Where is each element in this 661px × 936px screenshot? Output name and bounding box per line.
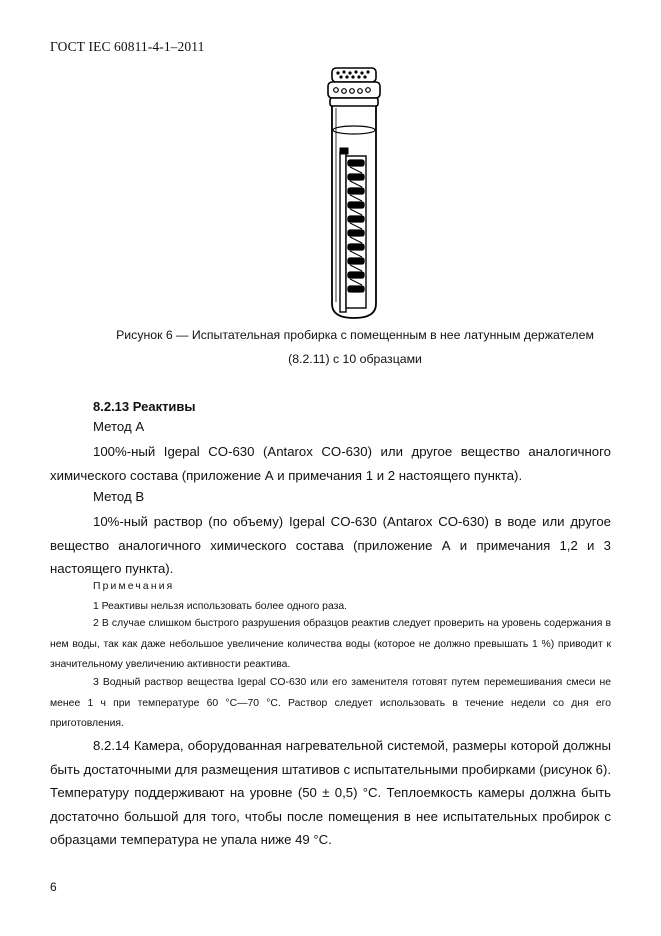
stopper-top [332, 68, 376, 82]
document-header: ГОСТ IEC 60811-4-1–2011 [50, 39, 205, 54]
note-2: 2 В случае слишком быстрого разрушения образцов реактив следует проверить на уровень содержания в нем воды, так как даже небольшое увеличение количества воды (которое не должно превышать 1 %) приводит к значительному увеличению активности реактива. [50, 618, 611, 670]
notes-title: Примечания [93, 581, 175, 592]
note-1: 1 Реактивы нельзя использовать более одного раза. [93, 601, 348, 612]
figure-caption-line2: (8.2.11) с 10 образцами [288, 352, 422, 366]
figure-caption-line1: Рисунок 6 — Испытательная пробирка с помещенным в нее латунным держателем [116, 328, 594, 342]
method-b-text: 10%-ный раствор (по объему) Igepal CO-630 (Antarox CO-630) в воде или другое вещество аналогичного химического состава (приложение А и примечания 1,2 и 3 настоящего пункта). [50, 514, 611, 576]
method-b-title: Метод В [93, 489, 145, 504]
method-a-title: Метод А [93, 419, 145, 434]
section-heading: 8.2.13 Реактивы [93, 399, 196, 414]
section-8-2-14-text: 8.2.14 Камера, оборудованная нагревательной системой, размеры которой должны быть достаточными для размещения штативов с испытательными пробирками (рисунок 6). Температуру поддерживают на уровне (50 ± 0,5) °С. Теплоемкость камеры должна быть достаточно большой для того, чтобы после помещения в нее испытательных пробирок с образцами температура не упала ниже 49 °С. [50, 738, 611, 847]
brass-holder [340, 148, 366, 312]
stopper-collar [330, 98, 378, 106]
page-number: 6 [50, 880, 57, 894]
note-3: 3 Водный раствор вещества Igepal CO-630 или его заменителя готовят путем перемешивания смеси не менее 1 ч при температуре 60 °С—70 °С. Раствор следует использовать в течение недели со дня его приготовления. [50, 677, 611, 729]
method-a-text: 100%-ный Igepal CO-630 (Antarox CO-630) или другое вещество аналогичного химического состава (приложение А и примечания 1 и 2 настоящего пункта). [50, 444, 611, 483]
test-tube-figure [318, 66, 390, 324]
liquid-level [333, 126, 375, 134]
